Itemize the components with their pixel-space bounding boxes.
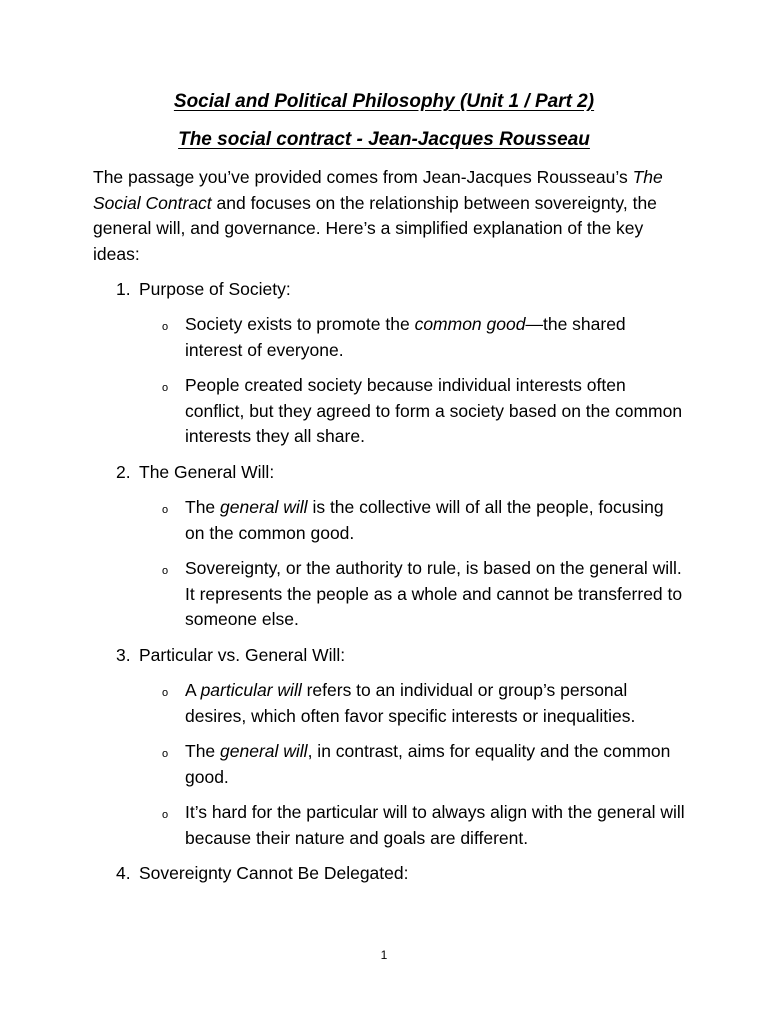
list-item [162, 678, 685, 729]
bullet-text: People created society because individual interests often conflict, but they agreed to form a society based on the common interests they all share. [185, 375, 683, 447]
bullet-emphasis: general will [220, 497, 308, 517]
section-title: Purpose of Society: [139, 279, 291, 299]
list-item [162, 739, 685, 790]
list-item [162, 556, 685, 633]
intro-text-end: and focuses on the relationship between sovereignty, the general will, and governance. Here’s a simplified explanation of the key ideas: [93, 192, 657, 264]
section-number: 2. [116, 462, 131, 482]
bullet-text: Society exists to promote the [185, 314, 415, 334]
section-title: Sovereignty Cannot Be Delegated: [139, 863, 409, 883]
bullet-marker: o [162, 504, 169, 516]
list-item [162, 312, 685, 363]
bullet-marker: o [162, 687, 169, 699]
section-number: 1. [116, 279, 131, 299]
bullet-emphasis: particular will [200, 680, 302, 700]
document-subtitle: The social contract - Jean-Jacques Rousseau [178, 129, 590, 150]
list-item [162, 495, 685, 546]
section-heading-3 [116, 643, 345, 669]
bullet-text: A [185, 680, 201, 700]
bullet-text: Sovereignty, or the authority to rule, is based on the general will. It represents the people as a whole and cannot be transferred to someone else. [185, 558, 683, 630]
bullet-text: is the collective will of all the people, focusing on the common good. [185, 497, 664, 543]
section-title: Particular vs. General Will: [139, 645, 346, 665]
list-item [162, 373, 685, 450]
section-heading-1 [116, 277, 291, 303]
bullet-emphasis: common good [414, 314, 526, 334]
page-number: 1 [380, 948, 388, 962]
section-heading-4 [116, 861, 408, 887]
bullet-marker: o [162, 565, 169, 577]
intro-paragraph [93, 165, 673, 267]
bullet-text: refers to an individual or group’s personal desires, which often favor specific interests or inequalities. [185, 680, 636, 726]
bullet-marker: o [162, 809, 169, 821]
section-number: 4. [116, 863, 131, 883]
bullet-text: The [185, 741, 221, 761]
bullet-marker: o [162, 321, 169, 333]
bullet-emphasis: general will [220, 741, 308, 761]
bullet-marker: o [162, 748, 169, 760]
bullet-marker: o [162, 382, 169, 394]
bullet-text: It’s hard for the particular will to always align with the general will because their nature and goals are different. [185, 802, 685, 848]
intro-text-start: The passage you’ve provided comes from Jean-Jacques Rousseau’s [93, 167, 633, 187]
section-title: The General Will: [139, 462, 275, 482]
document-title: Social and Political Philosophy (Unit 1 / Part 2) [173, 91, 595, 112]
section-number: 3. [116, 645, 131, 665]
bullet-text: The [185, 497, 221, 517]
section-heading-2 [116, 460, 274, 486]
bullet-text: —the shared interest of everyone. [185, 314, 626, 360]
bullet-text: , in contrast, aims for equality and the common good. [185, 741, 671, 787]
list-item [162, 800, 685, 851]
intro-work-title: The Social Contract [93, 167, 663, 213]
